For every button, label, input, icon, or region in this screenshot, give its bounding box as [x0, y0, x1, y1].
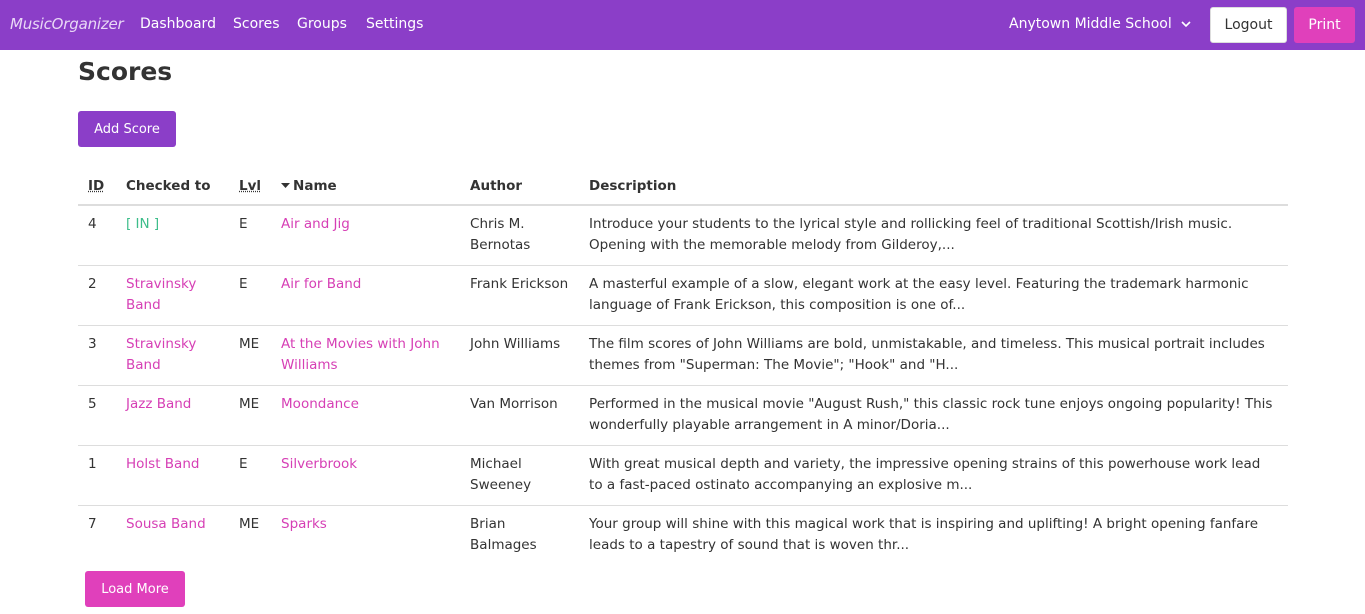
checked-to-group-link[interactable]: Stravinsky Band — [126, 336, 197, 373]
cell-id: 5 — [78, 386, 116, 446]
header-checked-to[interactable]: Checked to — [116, 168, 229, 205]
cell-author: Brian Balmages — [470, 516, 537, 553]
cell-id: 2 — [78, 266, 116, 326]
cell-author: Michael Sweeney — [460, 446, 579, 506]
school-name: Anytown Middle School — [1009, 16, 1172, 32]
school-selector[interactable] — [1009, 16, 1192, 32]
cell-lvl: ME — [229, 386, 271, 446]
cell-author: Frank Erickson — [460, 266, 579, 326]
chevron-down-icon — [1180, 18, 1192, 30]
print-button[interactable]: Print — [1294, 7, 1355, 43]
nav-settings[interactable]: Settings — [366, 16, 424, 32]
table-header-row — [78, 168, 1288, 205]
score-name-link[interactable]: Sparks — [281, 516, 327, 532]
header-name-label: Name — [293, 178, 337, 194]
load-more-button[interactable]: Load More — [85, 571, 185, 607]
cell-lvl: E — [229, 266, 271, 326]
cell-id: 1 — [78, 446, 116, 506]
table-row — [78, 266, 1288, 326]
header-description[interactable]: Description — [579, 168, 1288, 205]
checked-to-group-link[interactable]: Stravinsky Band — [126, 276, 197, 313]
cell-description: Your group will shine with this magical work that is inspiring and uplifting! A bright opening fanfare leads to a tapestry of sound that is woven thr... — [589, 516, 1259, 553]
nav-scores[interactable]: Scores — [233, 16, 280, 32]
add-score-button[interactable]: Add Score — [78, 111, 176, 147]
header-name[interactable] — [271, 168, 460, 205]
cell-lvl: ME — [239, 516, 260, 532]
table-row — [78, 446, 1288, 506]
score-name-link[interactable]: At the Movies with John Williams — [281, 336, 440, 373]
checked-to-group-link[interactable]: Sousa Band — [126, 516, 206, 532]
nav-groups[interactable]: Groups — [297, 16, 347, 32]
scores-table — [78, 168, 1288, 565]
table-row — [78, 386, 1288, 446]
cell-description: The film scores of John Williams are bold, unmistakable, and timeless. This musical portrait includes themes from "Superman: The Movie"; "Hook" and "H... — [579, 326, 1288, 386]
header-author[interactable]: Author — [460, 168, 579, 205]
header-id[interactable]: ID — [88, 178, 105, 194]
checked-status-in: [ IN ] — [126, 216, 160, 232]
table-row — [78, 506, 1288, 566]
brand-logo[interactable]: MusicOrganizer — [10, 15, 124, 33]
checked-to-group-link[interactable]: Holst Band — [126, 456, 200, 472]
page-title: Scores — [78, 57, 173, 86]
checked-to-group-link[interactable]: Jazz Band — [126, 396, 192, 412]
cell-author: John Williams — [460, 326, 579, 386]
cell-author: Chris M. Bernotas — [460, 205, 579, 266]
score-name-link[interactable]: Moondance — [281, 396, 359, 412]
cell-description: Performed in the musical movie "August Rush," this classic rock tune enjoys ongoing popularity! This wonderfully playable arrangement in A minor/Doria... — [579, 386, 1288, 446]
cell-lvl: ME — [229, 326, 271, 386]
cell-description: Introduce your students to the lyrical style and rollicking feel of traditional Scottish/Irish music. Opening with the memorable melody from Gilderoy,... — [579, 205, 1288, 266]
score-name-link[interactable]: Silverbrook — [281, 456, 358, 472]
cell-lvl: E — [229, 205, 271, 266]
cell-author: Van Morrison — [460, 386, 579, 446]
header-lvl[interactable]: Lvl — [239, 178, 262, 194]
cell-description: A masterful example of a slow, elegant work at the easy level. Featuring the trademark harmonic language of Frank Erickson, this composition is one of... — [579, 266, 1288, 326]
table-row — [78, 326, 1288, 386]
cell-id: 4 — [78, 205, 116, 266]
score-name-link[interactable]: Air and Jig — [281, 216, 350, 232]
cell-id: 7 — [88, 516, 97, 532]
cell-lvl: E — [229, 446, 271, 506]
sort-desc-icon — [281, 181, 290, 190]
table-row — [78, 205, 1288, 266]
cell-description: With great musical depth and variety, the impressive opening strains of this powerhouse work lead to a fast-paced ostinato accompanying an explosive m... — [579, 446, 1288, 506]
top-navbar — [0, 0, 1365, 50]
logout-button[interactable]: Logout — [1210, 7, 1287, 43]
nav-dashboard[interactable]: Dashboard — [140, 16, 216, 32]
score-name-link[interactable]: Air for Band — [281, 276, 362, 292]
cell-id: 3 — [78, 326, 116, 386]
